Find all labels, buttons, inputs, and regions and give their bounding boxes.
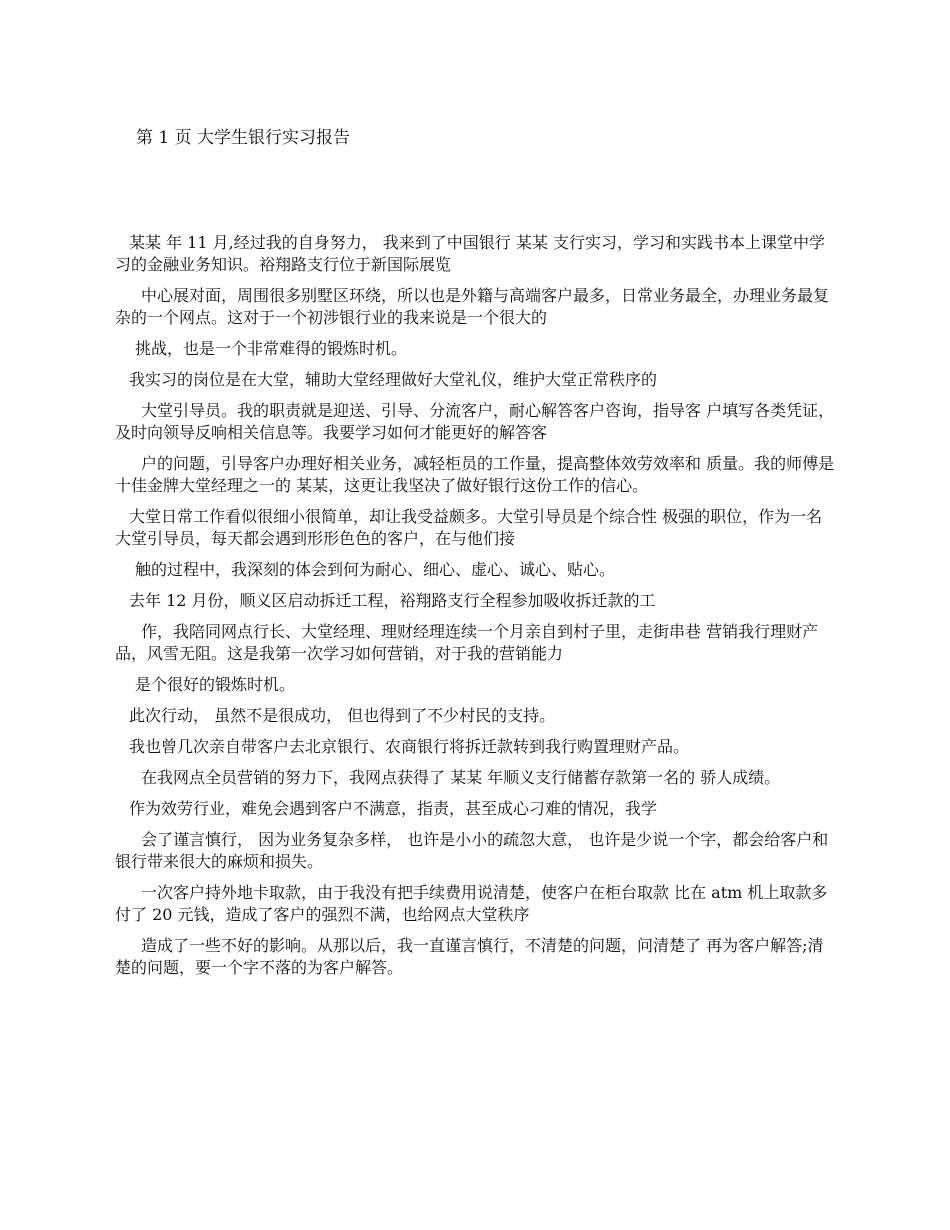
page-title: 第 1 页 大学生银行实习报告 [136,128,351,148]
paragraph-16: 会了谨言慎行， 因为业务复杂多样， 也许是小小的疏忽大意， 也许是少说一个字，都会给客户和银行带来很大的麻烦和损失。 [115,830,829,871]
paragraph-4: 我实习的岗位是在大堂，辅助大堂经理做好大堂礼仪，维护大堂正常秩序的 [129,370,658,389]
paragraph-13: 我也曾几次亲自带客户去北京银行、农商银行将拆迁款转到我行购置理财产品。 [129,737,690,756]
paragraph-8: 触的过程中，我深刻的体会到何为耐心、细心、虚心、诚心、贴心。 [135,560,616,579]
paragraph-6: 户的问题，引导客户办理好相关业务，减轻柜员的工作量，提高整体效劳效率和 质量。我的师傅是十佳金牌大堂经理之一的 某某，这更让我坚决了做好银行这份工作的信心。 [115,454,835,495]
paragraph-1: 某某 年 11 月,经过我的自身努力， 我来到了中国银行 某某 支行实习，学习和实践书本上课堂中学习的金融业务知识。裕翔路支行位于新国际展览 [115,233,825,274]
paragraph-15: 作为效劳行业，难免会遇到客户不满意，指责，甚至成心刁难的情况，我学 [129,799,658,818]
paragraph-5: 大堂引导员。我的职责就是迎送、引导、分流客户，耐心解答客户咨询，指导客 户填写各类凭证，及时向领导反响相关信息等。我要学习如何才能更好的解答客 [115,401,835,442]
paragraph-12: 此次行动， 虽然不是很成功， 但也得到了不少村民的支持。 [129,706,556,725]
paragraph-2: 中心展对面，周围很多别墅区环绕，所以也是外籍与高端客户最多，日常业务最全，办理业务最复杂的一个网点。这对于一个初涉银行业的我来说是一个很大的 [115,286,830,327]
paragraph-18: 造成了一些不好的影响。从那以后，我一直谨言慎行，不清楚的问题，问清楚了 再为客户解答;清楚的问题，要一个字不落的为客户解答。 [115,936,824,977]
paragraph-7: 大堂日常工作看似很细小很简单，却让我受益颇多。大堂引导员是个综合性 极强的职位，作为一名大堂引导员，每天都会遇到形形色色的客户，在与他们接 [115,507,823,548]
paragraph-9: 去年 12 月份，顺义区启动拆迁工程，裕翔路支行全程参加吸收拆迁款的工 [129,591,656,610]
paragraph-17: 一次客户持外地卡取款，由于我没有把手续费用说清楚，使客户在柜台取款 比在 atm 机上取款多付了 20 元钱，造成了客户的强烈不满，也给网点大堂秩序 [115,883,828,924]
paragraph-14: 在我网点全员营销的努力下，我网点获得了 某某 年顺义支行储蓄存款第一名的 骄人成绩。 [141,768,781,787]
paragraph-11: 是个很好的锻炼时机。 [135,675,296,694]
paragraph-3: 挑战，也是一个非常难得的锻炼时机。 [135,339,408,358]
paragraph-10: 作，我陪同网点行长、大堂经理、理财经理连续一个月亲自到村子里，走街串巷 营销我行理财产品，风雪无阻。这是我第一次学习如何营销，对于我的营销能力 [115,622,819,663]
body-text [115,232,835,988]
